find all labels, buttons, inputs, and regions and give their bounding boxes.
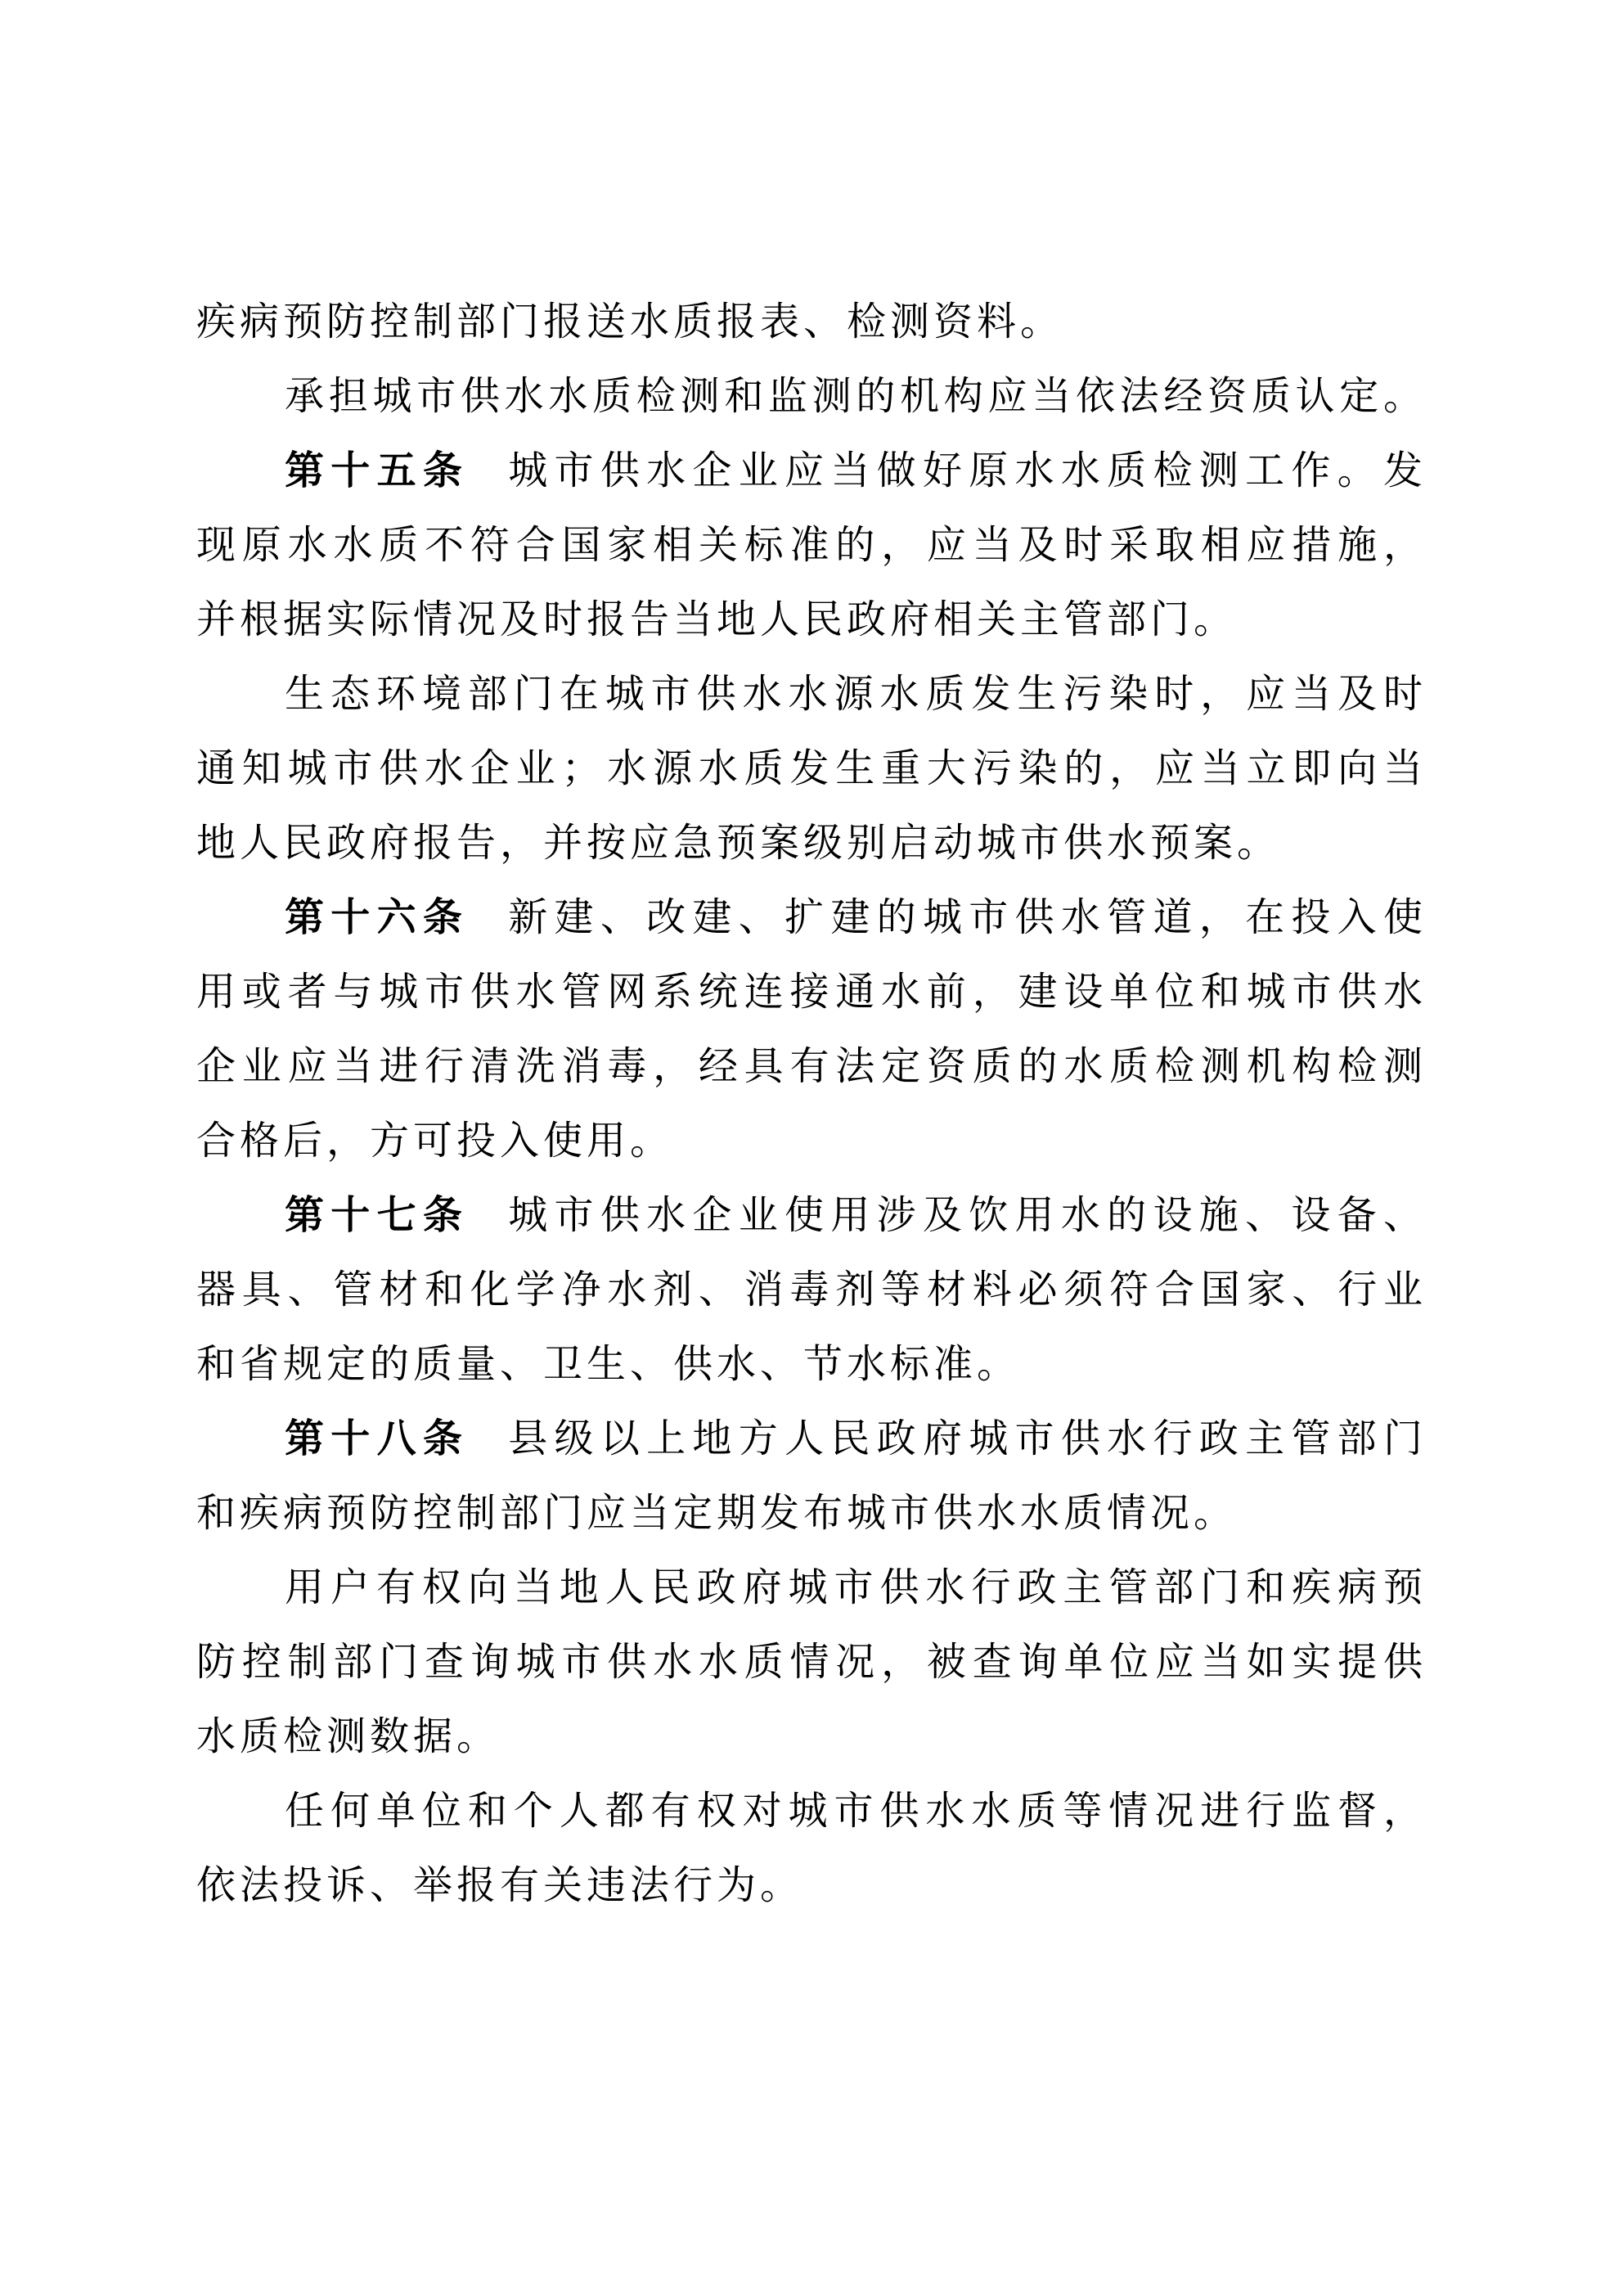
line-text: 水质检测数据。	[196, 1715, 501, 1758]
article-number: 第十六条	[285, 896, 470, 939]
line-text: 防控制部门查询城市供水水质情况，被查询单位应当如实提供	[196, 1641, 1427, 1684]
line-text: 城市供水企业应当做好原水水质检测工作。发	[508, 449, 1427, 493]
text-line	[196, 508, 1427, 583]
text-line	[196, 285, 1427, 359]
line-text: 企业应当进行清洗消毒，经具有法定资质的水质检测机构检测	[196, 1045, 1427, 1088]
line-text: 现原水水质不符合国家相关标准的，应当及时采取相应措施，	[196, 524, 1427, 567]
line-text: 地人民政府报告，并按应急预案级别启动城市供水预案。	[196, 822, 1281, 865]
text-line	[196, 955, 1427, 1029]
text-line	[196, 1253, 1427, 1327]
text-line	[196, 1104, 1427, 1178]
line-text: 县级以上地方人民政府城市供水行政主管部门	[508, 1417, 1427, 1461]
line-text: 生态环境部门在城市供水水源水质发生污染时，应当及时	[285, 673, 1427, 716]
text-line	[196, 1551, 1427, 1625]
text-line	[196, 657, 1427, 732]
text-line	[196, 806, 1427, 880]
line-text: 合格后，方可投入使用。	[196, 1119, 674, 1163]
line-text: 器具、管材和化学净水剂、消毒剂等材料必须符合国家、行业	[196, 1268, 1427, 1312]
line-text: 疾病预防控制部门报送水质报表、检测资料。	[196, 300, 1064, 344]
text-line	[196, 732, 1427, 806]
line-text: 任何单位和个人都有权对城市供水水质等情况进行监督，	[285, 1790, 1427, 1833]
line-text: 用或者与城市供水管网系统连接通水前，建设单位和城市供水	[196, 970, 1427, 1014]
text-line	[196, 1476, 1427, 1551]
text-line	[196, 1402, 1427, 1476]
text-line	[196, 1178, 1427, 1253]
line-text: 新建、改建、扩建的城市供水管道，在投入使	[508, 896, 1427, 939]
line-text: 承担城市供水水质检测和监测的机构应当依法经资质认定。	[285, 375, 1427, 418]
text-line	[196, 1774, 1427, 1848]
line-text: 依法投诉、举报有关违法行为。	[196, 1864, 804, 1907]
line-text: 通知城市供水企业；水源水质发生重大污染的，应当立即向当	[196, 747, 1427, 790]
text-line	[196, 583, 1427, 657]
text-line	[196, 1699, 1427, 1774]
article-number: 第十七条	[285, 1194, 470, 1237]
text-line	[196, 1029, 1427, 1104]
line-text: 城市供水企业使用涉及饮用水的设施、设备、	[508, 1194, 1427, 1237]
line-text: 和省规定的质量、卫生、供水、节水标准。	[196, 1343, 1021, 1386]
text-line	[196, 359, 1427, 434]
text-line	[196, 1625, 1427, 1699]
text-line	[196, 880, 1427, 955]
text-line	[196, 434, 1427, 508]
line-text: 用户有权向当地人民政府城市供水行政主管部门和疾病预	[285, 1566, 1427, 1609]
text-line	[196, 1327, 1427, 1402]
article-number: 第十八条	[285, 1417, 470, 1461]
document-text-block	[196, 285, 1427, 1923]
text-line	[196, 1848, 1427, 1923]
article-number: 第十五条	[285, 449, 470, 493]
line-text: 并根据实际情况及时报告当地人民政府相关主管部门。	[196, 598, 1238, 642]
line-text: 和疾病预防控制部门应当定期发布城市供水水质情况。	[196, 1492, 1238, 1535]
